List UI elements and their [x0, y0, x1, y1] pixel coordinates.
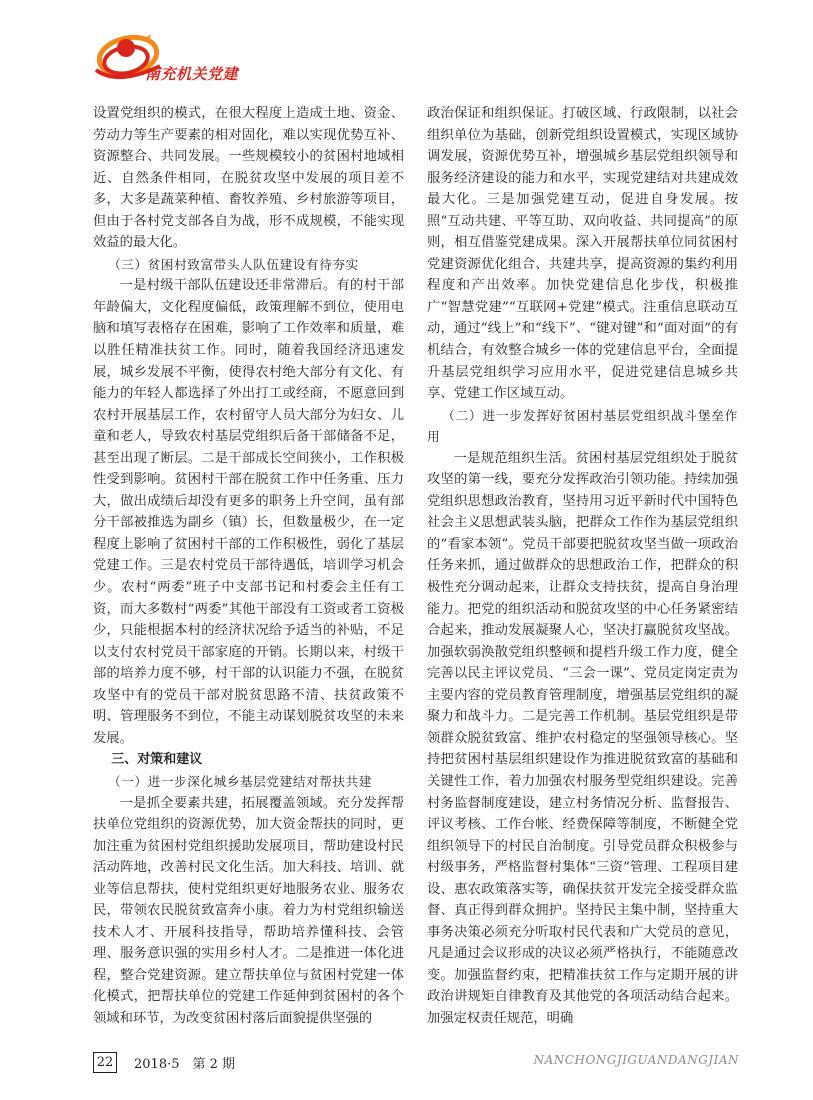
paragraph: 一是抓全要素共建，拓展覆盖领域。充分发挥帮扶单位党组织的资源优势，加大资金帮扶的同时，更加注重为贫困村党组织援助发展项目，帮助建设村民活动阵地，改善村民文化生活。加大科技、培训、就业等信息帮扶，使村党组织更好地服务农业、服务农民，带领农民脱贫致富奔小康。着力为村党组织输送技术人才、开展科技指导，帮助培养懂科技、会管理、服务意识强的实用乡村人才。二是推进一体化进程，整合党建资源。建立帮扶单位与贫困村党建一体化模式，把帮扶单位的党建工作延伸到贫困村的各个领域和环节，为改变贫困村落后面貌提供坚强的 [93, 795, 404, 1026]
subsection-heading: （一）进一步深化城乡基层党建结对帮扶共建 [108, 773, 372, 789]
journal-title: 南充机关党建 [145, 65, 239, 83]
left-column [93, 103, 404, 1030]
right-column [427, 103, 738, 1030]
page-footer [93, 1052, 739, 1074]
subsection-heading: （二）进一步发挥好贫困村基层党组织战斗堡垒作用 [427, 407, 738, 445]
section-heading: 三、对策和建议 [111, 752, 203, 768]
issue-label: 2018·5 第 2 期 [134, 1057, 236, 1072]
paragraph: 政治保证和组织保证。打破区域、行政限制，以社会组织单位为基础，创新党组织设置模式，实现区域协调发展，资源优势互补，增强城乡基层党组织领导和服务经济建设的能力和水平，实现党建结对共建成效最大化。三是加强党建互动，促进自身发展。按照“互动共建、平等互助、双向收益、共同提高”的原则，相互借鉴党建成果。深入开展帮扶单位同贫困村党建资源优化组合、共建共享，提高资源的集约利用程度和产出效率。加快党建信息化步伐，积极推广“智慧党建”“互联网+党建”模式。注重信息联动互动，通过“线上”和“线下”、“键对键”和“面对面”的有机结合，有效整合城乡一体的党建信息平台，全面提升基层党组织学习应用水平，促进党建信息城乡共享、党建工作区域互动。 [427, 106, 738, 402]
subsection-heading: （三）贫困村致富带头人队伍建设有待夯实 [108, 256, 359, 272]
paragraph: 一是村级干部队伍建设还非常滞后。有的村干部年龄偏大，文化程度偏低，政策理解不到位，使用电脑和填写表格存在困难，影响了工作效率和质量，难以胜任精准扶贫工作。同时，随着我国经济迅速发展，城乡发展不平衡，使得农村绝大部分有文化、有能力的年轻人都选择了外出打工或经商，不愿意回到农村开展基层工作，农村留守人员大部分为妇女、儿童和老人，导致农村基层党组织后备干部储备不足，甚至出现了断层。二是干部成长空间狭小，工作积极性受到影响。贫困村干部在脱贫工作中任务重、压力大，做出成绩后却没有更多的职务上升空间，虽有部分干部被推选为副乡（镇）长，但数量极少，在一定程度上影响了贫困村干部的工作积极性，弱化了基层党建工作。三是农村党员干部待遇低，培训学习机会少。农村“两委”班子中支部书记和村委会主任有工资，而大多数村“两委”其他干部没有工资或者工资极少，只能根据本村的经济状况给予适当的补贴，不足以支付农村党员干部家庭的开销。长期以来，村级干部的培养力度不够，村干部的认识能力不强，在脱贫攻坚中有的党员干部对脱贫思路不清、扶贫政策不明、管理服务不到位，不能主动谋划脱贫攻坚的未来发展。 [93, 278, 404, 746]
page-number: 22 [93, 1052, 117, 1073]
paragraph: 设置党组织的模式，在很大程度上造成土地、资金、劳动力等生产要素的相对固化，难以实现优势互补、资源整合、共同发展。一些规模较小的贫困村地域相近、自然条件相同，在脱贫攻坚中发展的项目差不多，大多是蔬菜种植、畜牧养殖、乡村旅游等项目，但由于各村党支部各自为战，形不成规模，不能实现效益的最大化。 [93, 106, 404, 251]
paragraph: 一是规范组织生活。贫困村基层党组织处于脱贫攻坚的第一线，要充分发挥政治引领功能。持续加强党组织思想政治教育，坚持用习近平新时代中国特色社会主义思想武装头脑，把群众工作作为基层党组织的“看家本领”。党员干部要把脱贫攻坚当做一项政治任务来抓，通过做群众的思想政治工作，把群众的积极性充分调动起来，让群众支持扶贫，提高自身治理能力。把党的组织活动和脱贫攻坚的中心任务紧密结合起来，推动发展凝聚人心，坚决打赢脱贫攻坚战。加强软弱涣散党组织整顿和提档升级工作力度，健全完善以民主评议党员、“三会一课”、党员定岗定责为主要内容的党员教育管理制度，增强基层党组织的凝聚力和战斗力。二是完善工作机制。基层党组织是带领群众脱贫致富、维护农村稳定的坚强领导核心。坚持把贫困村基层组织建设作为推进脱贫致富的基础和关键性工作，着力加强农村服务型党组织建设。完善村务监督制度建设，建立村务情况分析、监督报告、评议考核、工作台帐、经费保障等制度，不断健全党组织领导下的村民自治制度。引导党员群众积极参与村级事务，严格监督村集体“三资”管理、工程项目建设、惠农政策落实等，确保扶贫开发完全接受群众监督、真正得到群众拥护。坚持民主集中制，坚持重大事务决策必须充分听取村民代表和广大党员的意见，凡是通过会议形成的决议必须严格执行，不能随意改变。加强监督约束，把精准扶贫工作与定期开展的讲政治讲规矩自律教育及其他党的各项活动结合起来。加强定权责任规范，明确 [427, 450, 738, 1026]
journal-name-en: NANCHONGJIGUANDANGJIAN [533, 1053, 739, 1067]
